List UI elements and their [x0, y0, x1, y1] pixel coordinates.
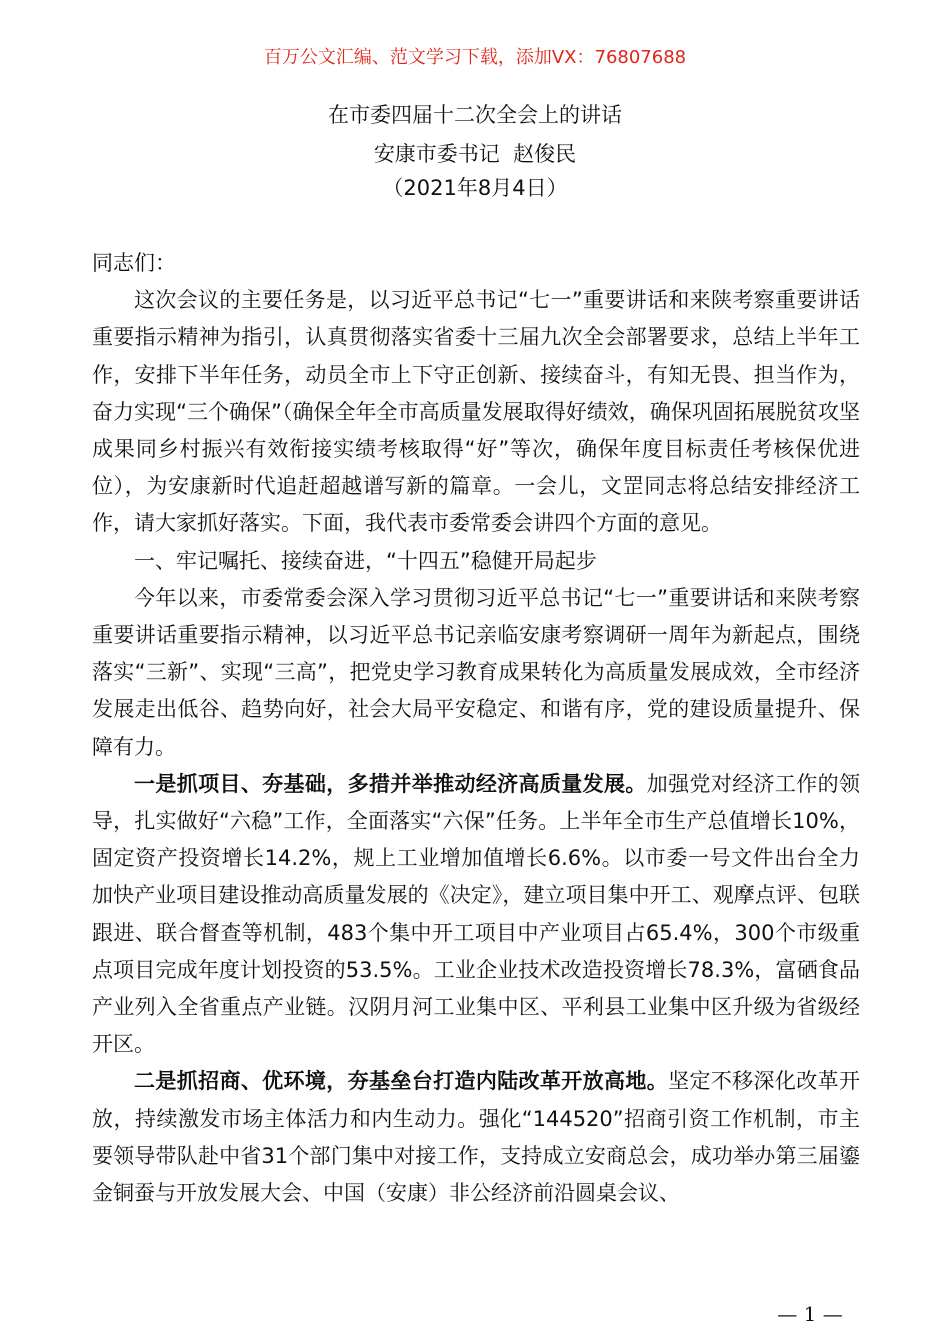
salutation: 同志们：	[92, 251, 176, 275]
point-text-2: 坚定不移深化改革开放，持续激发市场主体活力和内生动力。强化“144520”招商引资工作机制，市主要领导带队赴中省31个部门集中对接工作，支持成立安商总会，成功举办第三届鎏金铜蚕与开放发展大会、中国（安康）非公经济前沿圆桌会议、	[92, 1069, 861, 1206]
speech-body	[92, 245, 860, 1212]
intro-paragraph: 这次会议的主要任务是，以习近平总书记“七一”重要讲话和来陕考察重要讲话重要指示精神为指引，认真贯彻落实省委十三届九次全会部署要求，总结上半年工作，安排下半年任务，动员全市上下守正创新、接续奋斗，有知无畏、担当作为，奋力实现“三个确保”（确保全年全市高质量发展取得好绩效，确保巩固拓展脱贫攻坚成果同乡村振兴有效衔接实绩考核取得“好”等次，确保年度目标责任考核保优进位），为安康新时代追赶超越谱写新的篇章。一会儿，文罡同志将总结安排经济工作，请大家抓好落实。下面，我代表市委常委会讲四个方面的意见。	[92, 288, 860, 536]
section-heading: 一、牢记嘱托、接续奋进，“十四五”稳健开局起步	[134, 548, 597, 573]
speech-date: （2021年8月4日）	[382, 176, 568, 200]
watermark-banner: 百万公文汇编、范文学习下载，添加VX：76807688	[263, 47, 687, 68]
point-lead-1: 一是抓项目、夯基础，多措并举推动经济高质量发展。	[134, 771, 647, 796]
page-number: — 1 —	[777, 1302, 843, 1326]
speech-title: 在市委四届十二次全会上的讲话	[328, 103, 622, 127]
point-text-1: 加强党对经济工作的领导，扎实做好“六稳”工作，全面落实“六保”任务。上半年全市生产总值增长10%，固定资产投资增长14.2%，规上工业增加值增长6.6%。以市委一号文件出台全力加快产业项目建设推动高质量发展的《决定》，建立项目集中开工、观摩点评、包联跟进、联合督查等机制，483个集中开工项目中产业项目占65.4%，300个市级重点项目完成年度计划投资的53.5%。工业企业技术改造投资增长78.3%，富硒食品产业列入全省重点产业链。汉阴月河工业集中区、平利县工业集中区升级为省级经开区。	[92, 771, 861, 1057]
section-paragraph: 今年以来，市委常委会深入学习贯彻习近平总书记“七一”重要讲话和来陕考察重要讲话重要指示精神，以习近平总书记亲临安康考察调研一周年为新起点，围绕落实“三新”、实现“三高”，把党史学习教育成果转化为高质量发展成效，全市经济发展走出低谷、趋势向好，社会大局平安稳定、和谐有序，党的建设质量提升、保障有力。	[92, 585, 860, 759]
point-paragraph-2	[92, 1063, 860, 1212]
point-lead-2: 二是抓招商、优环境，夯基垒台打造内陆改革开放高地。	[134, 1069, 669, 1094]
point-paragraph-1	[92, 766, 860, 1064]
speech-author: 安康市委书记 赵俊民	[373, 142, 577, 166]
